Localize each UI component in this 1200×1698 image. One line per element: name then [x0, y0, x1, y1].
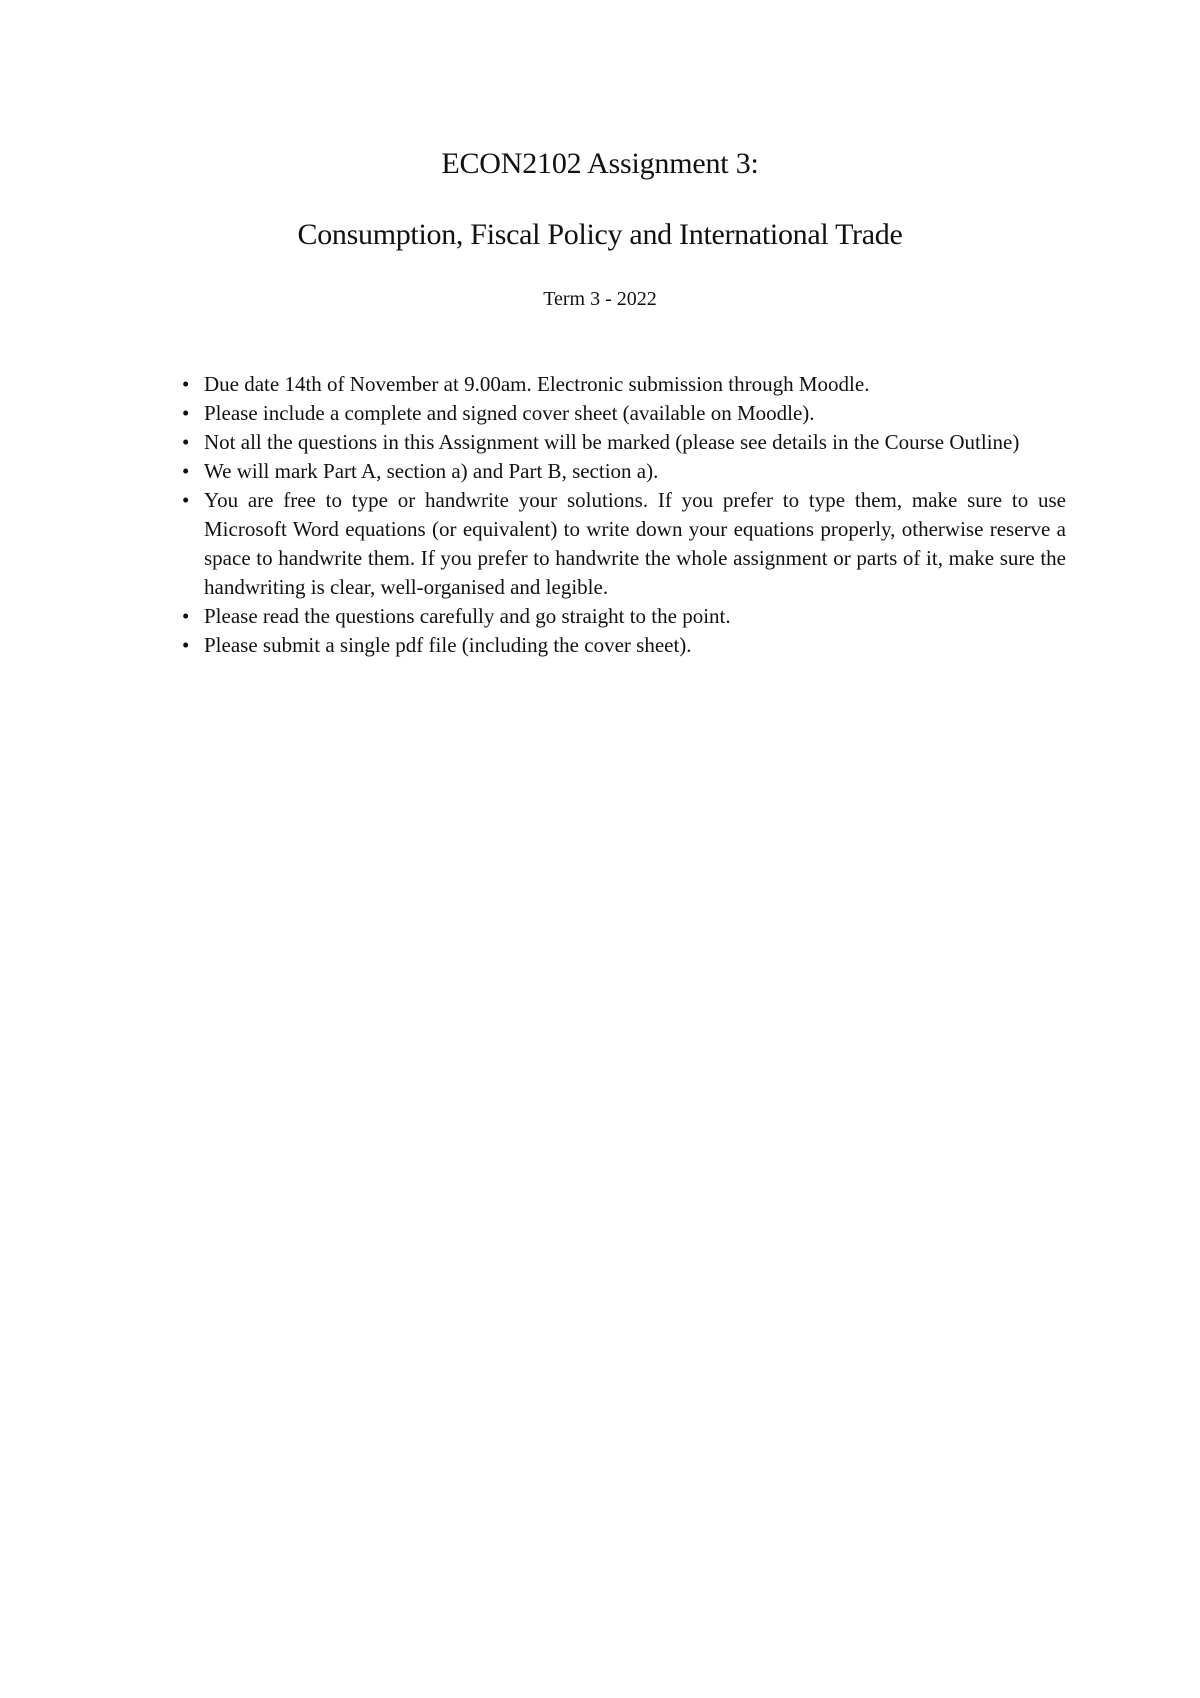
instruction-item-read-carefully	[182, 602, 1066, 631]
instruction-item-cover-sheet	[182, 399, 1066, 428]
bullet-icon: •	[182, 488, 190, 512]
document-subtitle: Consumption, Fiscal Policy and International Trade	[297, 218, 903, 251]
instruction-item-due-date	[182, 370, 1066, 399]
document-title: ECON2102 Assignment 3:	[441, 147, 759, 180]
instruction-item-marking-note	[182, 428, 1066, 457]
instruction-text: Please include a complete and signed cover sheet (available on Moodle).	[204, 401, 815, 425]
bullet-icon: •	[182, 372, 190, 396]
term-label: Term 3 - 2022	[543, 288, 657, 310]
instruction-text: Due date 14th of November at 9.00am. Electronic submission through Moodle.	[204, 372, 870, 396]
bullet-icon: •	[182, 430, 190, 454]
instructions-list	[182, 370, 1066, 660]
instruction-text: You are free to type or handwrite your solutions. If you prefer to type them, make sure to use Microsoft Word equations (or equivalent) to write down your equations properly, otherwise reserve a space to handwrite them. If you prefer to handwrite the whole assignment or parts of it, make sure the handwriting is clear, well-organised and legible.	[204, 488, 1066, 599]
instruction-item-marked-sections	[182, 457, 1066, 486]
bullet-icon: •	[182, 633, 190, 657]
instruction-text: Not all the questions in this Assignment will be marked (please see details in the Course Outline)	[204, 430, 1020, 454]
bullet-icon: •	[182, 459, 190, 483]
instruction-text: We will mark Part A, section a) and Part B, section a).	[204, 459, 659, 483]
bullet-icon: •	[182, 604, 190, 628]
instruction-item-format	[182, 486, 1066, 602]
instruction-item-submission-file	[182, 631, 1066, 660]
instruction-text: Please read the questions carefully and go straight to the point.	[204, 604, 731, 628]
instruction-text: Please submit a single pdf file (including the cover sheet).	[204, 633, 692, 657]
bullet-icon: •	[182, 401, 190, 425]
